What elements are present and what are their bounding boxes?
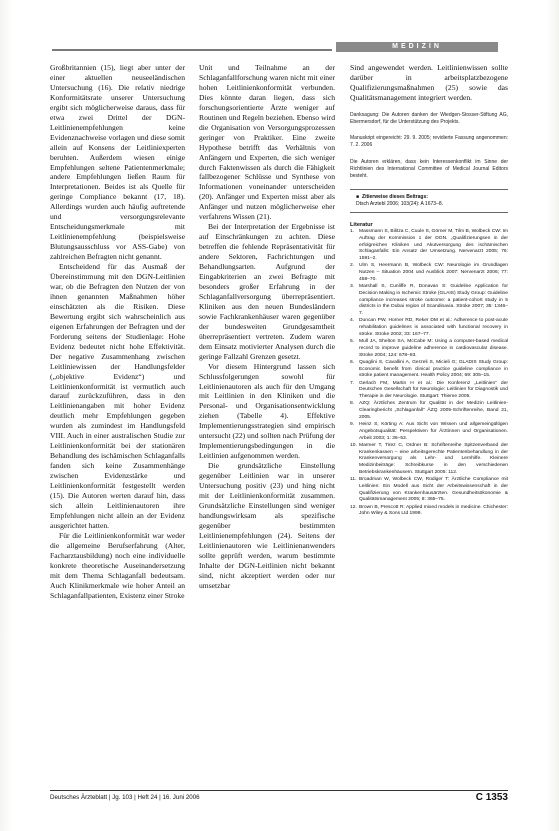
journal-info: Deutsches Ärzteblatt | Jg. 103 | Heft 24 | 16. Juni 2006 xyxy=(50,794,200,801)
page-header xyxy=(52,42,498,52)
text-column-1 xyxy=(50,63,185,765)
literature-item-number: 8. xyxy=(350,401,355,407)
literature-item xyxy=(350,381,508,401)
literature-item-number: 10. xyxy=(350,442,357,448)
literature-item-number: 2. xyxy=(350,263,355,269)
literature-item xyxy=(350,477,508,504)
literature-item xyxy=(350,443,508,477)
header-rule xyxy=(52,49,332,51)
paragraph: Unit und Teilnahme an der Schlaganfallforschung waren nicht mit einer hohen Leitlinienkonformität verbunden. Dies könnte daran liegen, dass sich forschungsorientierte Ärzte weniger auf Routinen und Regeln beziehen. Ebenso wird die Organisation von Versorgungsprozessen geringer von Praktiker. Eine zweite Hypothese betrifft das Verhältnis von Anfängern und Experten, die sich weniger durch Faktenwissen als durch die Fähigkeit fallbezogener Schlüsse und Synthese von Informationen voneinander unterscheiden (20). Anfänger und Experten misst aber als Anfänger und nutzen möglicherweise eher verfahrens Wissen (21). xyxy=(199,63,335,222)
literature-item xyxy=(350,284,508,318)
literature-item-text: Duncan PW, Horner RD, Reker DM et al.: Adherence to post-acute rehabilitation guidelines is associated with functional recovery in stroke. Stroke 2002; 33: 167–77. xyxy=(359,318,508,337)
conflict-of-interest-note: Die Autoren erklären, dass kein Interessenkonflikt im Sinne der Richtlinien des International Committee of Medical Journal Editors besteht. xyxy=(350,158,508,180)
paragraph: Die grundsätzliche Einstellung gegenüber Leitlinien war in unserer Untersuchung positiv (23) und hing nicht mit der Leitlinienkonformität zusammen. Grundsätzliche Einstellungen sind weniger handlungswirksam als spezifische gegenüber bestimmten Leitlinienempfehlungen (24). Seitens der Leitlinienautoren wie Leitlinienanwenders sollte geprüft werden, warum bestimmte Inhalte der DGN-Leitlinien nicht bekannt sind, nicht akzeptiert werden oder nur umsetzbar xyxy=(199,461,335,590)
literature-item-text: Massmann S, Bilitza C, Cuule S, Görner M, Tilm B, Wolbeck CW: Im Auftrag der Kommission 1 der DGN. „Qualifizierungsen in der erfolgreichen Kliniken und Akutversorgung des ischämischen Schlaganfalls: Ein Ansatz der Umsetzung. Nervenarzt 2005; 76: 1591–2. xyxy=(359,229,508,262)
literature-item-text: AZQ: Ärztliches Zentrum für Qualität in der Medizin Leitlinien-Clearingbericht „Schlaganfall“ ÄZQ 2005-Schriftenreihe, Band 21, 2005. xyxy=(359,401,508,420)
literature-item-text: Brown B, Prescott R: Applied mixed models in medicine. Chichester: John Wiley & Sons Ltd 1999. xyxy=(359,504,508,517)
literature-heading: Literatur xyxy=(350,222,373,229)
literature-item xyxy=(350,339,508,359)
literature-item-text: Quaglini S, Cavallini A, Gerzeli S, Micieli G; GLADIS Study Group: Economic benefit from clinical practice guideline compliance in stroke patient management. Health Policy 2004; 69: 305–15. xyxy=(359,359,508,379)
literature-item-number: 11. xyxy=(350,477,357,483)
section-label: MEDIZIN xyxy=(336,42,498,52)
text-column-2 xyxy=(199,63,335,765)
literature-item-number: 9. xyxy=(350,422,355,428)
literature-item-number: 1. xyxy=(350,229,355,235)
literature-item xyxy=(350,360,508,380)
page-footer xyxy=(50,790,508,805)
page-number: C 1353 xyxy=(475,792,508,803)
paragraph: Bei der Interpretation der Ergebnisse ist auf Einschränkungen zu achten. Diese betreffen die fehlende Repräsentativität für andere Sektoren, Fachrichtungen und Behandlungsarten. Aufgrund der Eingabkriterien an zwei Befragte mit besonders großer Erfahrung in der Schlaganfallversorgung überrepräsentiert. Kliniken aus den neuen Bundesländern sowie Fachkrankenhäuser waren gegenüber der bundesweiten Grundgesamtheit überrepräsentiert vertreten. Zudem waren dem Einsatz motivierter Analysen durch die geringe Fallzahl Grenzen gesetzt. xyxy=(199,222,335,361)
literature-item xyxy=(350,422,508,442)
literature-item-text: Marmer T, Tirez C, Ordner B: Schriftenreihe Spitzenverband der Krankenkassen – eine arbeitsgerechte Patientenbehandlung in der Krankenversorgung als Lehr- und Lernhilfe. Kleinere Medizinbeiträge: Schreibkurse in den verschiedenen Betriebskrankenhäusern. Stuttgart 2005: 112. xyxy=(359,442,508,475)
literature-item-number: 7. xyxy=(350,380,355,386)
literature-item xyxy=(350,263,508,283)
literature-item xyxy=(350,401,508,421)
paragraph: Vor diesem Hintergrund lassen sich Schlussfolgerungen sowohl für Leitlinienautoren als auch für den Umgang mit Leitlinien in den Kliniken und die Personal- und Organisationsentwicklung ziehen (Tabelle 4). Effektive Implementierungsstrategien sind empirisch untersucht (22) und sollten nach Prüfung der Implementierungsbedingungen in die Leitlinien aufgenommen werden. xyxy=(199,361,335,461)
literature-item-text: Gerlach FM, Martin H et al.: Die Konferenz „Leitlinien“ der Deutschen Gesellschaft für Neurologie: Leitlinien für Diagnostik und Therapie in der Neurologie. Stuttgart: Thieme 2005. xyxy=(359,380,508,400)
literature-item-text: Ulm S, Heermann B, Wolbeck CW: Neurologie im Grundlagen Nutzen – Situation 2004 und Ausblick 2007: Nervenarzt 2006; 77: 458–70. xyxy=(359,263,508,282)
citation-box-text: Dtsch Arztebl 2006; 103(24): A 1673–8. xyxy=(356,201,444,208)
manuscript-dates: Manuskript eingereicht: 29. 9. 2005; revidierte Fassung angenommen: 7. 2. 2006 xyxy=(350,135,508,149)
literature-item-number: 6. xyxy=(350,359,355,365)
literature-item-text: Broadman W, Wolbeck CW, Rüdiger T: Ärztliche Compliance mit Leitlinien: Ein Modell aus Sicht der Arbeitswissenschaft in der Qualifizierung von Krankenhausärzten. Gesundheitsökonomie & Qualitätsmanagement 2005; 8: 365–75. xyxy=(359,477,508,503)
paragraph: Großbritannien (15), liegt aber unter der einer aktuellen neuseeländischen Untersuchung (16). Die relativ niedrige Konformitätsrate unserer Untersuchung ergibt sich möglicherweise daraus, dass für etwa zwei Drittel der DGN-Leitlinienempfehlungen keine Evidenznachweise vorlagen und diese somit allein auf Konsens der Leitliniexperten beruhten. Außerdem wiesen einige Empfehlungen seltene Patientenmerkmale; andere Empfehlungen ließen Raum für Interpretationen. Beides ist als Quelle für geringe Compliance bekannt (17, 18). Allerdings wurden auch häufig auftretende und versorgungsrelevante Entscheidungsmerkmale mit Leitlinienempfehlung (beispielsweise Blutungsausschluss vor ASS-Gabe) von zahlreichen Befragten nicht genannt. xyxy=(50,63,185,262)
citation-box-title: ■ Zitierweise dieses Beitrags: xyxy=(356,194,504,201)
paragraph: Entscheidend für das Ausmaß der Übereinstimmung mit den DGN-Leitlinien war, ob die Befragten den Nutzen der von ihnen genannten Maßnahmen höher einschätzten als die Risiken. Diese Bewertung ergibt sich wahrscheinlich aus eigenen Erfahrungen der Befragten und der Forderung seitens der Studienlage: Hohe Evidenz bedeutet nicht hohe Effektivität. Der negative Zusammenhang zwischen Leitliniewissen der Handlungsfelder („objektive Evidenz“) und Leitlinienkonformität ist vermutlich auch darauf zurückzuführen, dass in den Leitlinienangaben mit hoher Evidenz deutlich mehr Empfehlungen gegeben wurden als zumindest im Handlungsfeld VIII. Auch in einer australischen Studie zur Leitlinienkonformität bei der stationären Behandlung des ischämischen Schlaganfalls fanden sich keine Zusammenhänge zwischen Evidenzstärke und Leitlinienkonformität festgestellt werden (15). Die Autoren werten darauf hin, dass sich allein Leitlinienautoren ihre Empfehlungen nicht allein an der Evidenz ausgerichtet hatten. xyxy=(50,262,185,530)
literature-item xyxy=(350,318,508,338)
literature-item-text: Mull JA, Shelton SA, McCabe M: Using a computer-based medical record to improve guideline adherence in cardiovascular disease. Stroke 2004; 124: 678–83. xyxy=(359,339,508,358)
literature-item-number: 5. xyxy=(350,339,355,345)
literature-item xyxy=(350,229,508,263)
acknowledgement-note: Danksagung: Die Autoren danken der Wiedgen-Stosser-Stiftung AG, Ebermersdorf, für die Unterstützung des Projekts. xyxy=(350,111,508,126)
literature-item-number: 12. xyxy=(350,504,357,510)
literature-item xyxy=(350,505,508,519)
literature-item-text: Marshall S, Cunliffe R, Donavan S: Guideline Application for Decision Making in Ischemic Stroke (GLAIS) Study Group: Guideline compliance increases stroke outcome: a patient-cohort study in 5 districts in the Dubai region of Scandinavia. Stroke 2007; 35: 1346–7. xyxy=(359,284,508,317)
citation-box xyxy=(350,189,508,213)
literature-item-text: Heinz S, Körting A: Aus Sicht von Wissen und allgemeingültigen Angebotsqualität: Perspektiven für Ärztinnen und Organisationen. Arbeit 2003; 1: 36–53. xyxy=(359,422,508,441)
paragraph: Für die Leitlinienkonformität war weder die allgemeine Berufserfahrung (Alter, Facharztausbildung) noch eine individuelle konkrete theoretische Auseinandersetzung mit dem Thema Schlaganfall bedeutsam. Auch Klinikmerkmale wie hoher Anteil an Schlaganfallpatienten, Existenz einer Stroke xyxy=(50,530,185,600)
literature-list xyxy=(350,229,508,518)
literature-item-number: 4. xyxy=(350,318,355,324)
text-column-3 xyxy=(350,63,508,765)
paragraph: Sind angewendet werden. Leitlinienwissen sollte darüber in arbeitsplatzbezogene Qualifizierungsmaßnahmen (25) sowie das Qualitätsmanagement integriert werden. xyxy=(350,63,508,102)
literature-item-number: 3. xyxy=(350,284,355,290)
